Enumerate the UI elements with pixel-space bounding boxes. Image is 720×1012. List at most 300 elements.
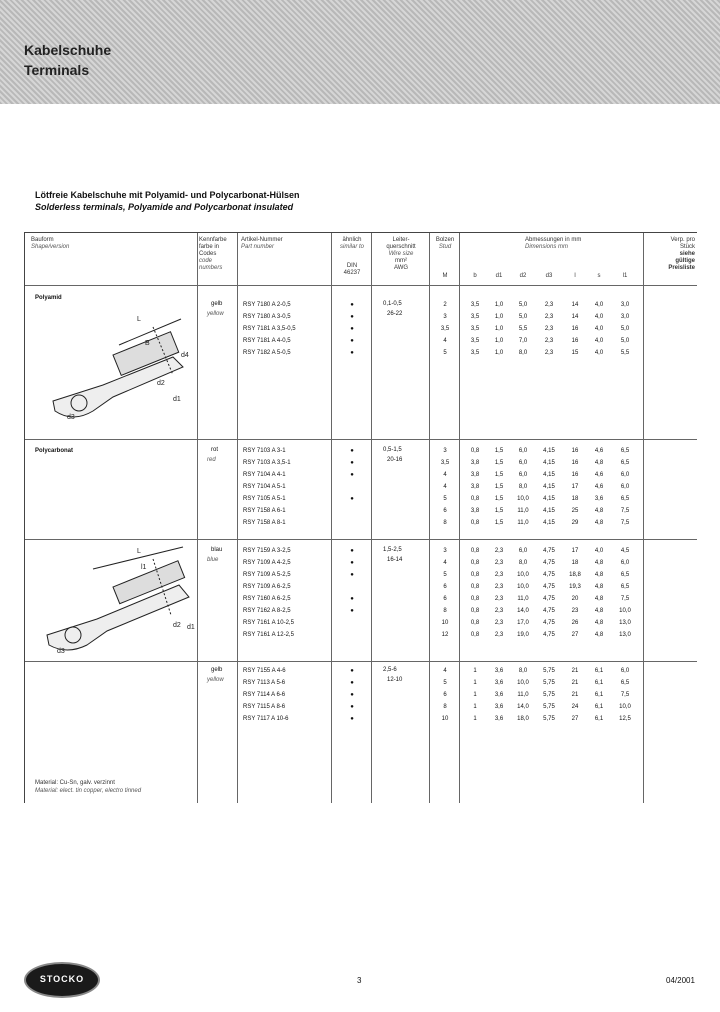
din-similar-mark: ● [350,496,354,502]
dimension-value: 19,3 [569,584,581,590]
dimension-value: 16 [571,338,579,344]
dimension-value: 7,5 [620,508,630,514]
stud-size: 6 [443,584,447,590]
part-number: RSY 7161 A 10-2,5 [243,620,294,626]
din-similar-mark: ● [350,472,354,478]
dimension-value: 4,0 [594,338,604,344]
dimension-value: 11,0 [517,596,529,602]
dimension-value: 4,0 [594,350,604,356]
color-code-en: red [207,457,216,463]
part-number: RSY 7160 A 6-2,5 [243,596,291,602]
dimension-value: 3,6 [494,716,504,722]
table-row [25,493,697,505]
stud-size: 4 [443,472,447,478]
dimension-value: 29 [571,520,579,526]
part-number: RSY 7104 A 5-1 [243,484,286,490]
stocko-logo: STOCKO [24,962,100,998]
dimension-value: 4,15 [543,508,555,514]
svg-text:d2: d2 [173,622,181,629]
dimension-value: 11,0 [517,508,529,514]
svg-text:B: B [145,340,150,347]
svg-text:L: L [137,316,141,323]
col-head-part: Artikel-Nummer Part number [241,237,283,250]
dimension-value: 2,3 [494,632,504,638]
dim-col-head: l [574,273,576,279]
color-code-de: blau [211,547,223,553]
table-row [25,311,697,323]
dimension-value: 0,8 [470,620,480,626]
page-title-de: Lötfreie Kabelschuhe mit Polyamid- und Polycarbonat-Hülsen [35,190,300,200]
part-number: RSY 7109 A 5-2,5 [243,572,291,578]
color-code-de: gelb [211,301,223,307]
dimension-value: 14,0 [517,608,529,614]
cross-section-mm2: 0,1-0,5 [383,301,402,307]
dimension-value: 1 [473,716,477,722]
dimension-value: 1,0 [494,326,504,332]
dimension-value: 2,3 [494,548,504,554]
section-divider [25,439,697,440]
table-row [25,581,697,593]
dimension-value: 4,15 [543,460,555,466]
color-code-de: gelb [211,667,223,673]
cross-section-mm2: 1,5-2,5 [383,547,402,553]
dimension-value: 4,8 [594,560,604,566]
dimension-value: 4,8 [594,584,604,590]
dimension-value: 0,8 [470,596,480,602]
material-note-de: Material: Cu-Sn, galv. verzinnt [35,780,115,786]
dimension-value: 5,5 [518,326,528,332]
dimension-value: 16 [571,472,579,478]
dim-col-head: s [597,273,601,279]
dimension-value: 2,3 [544,338,554,344]
dimension-value: 6,0 [518,548,528,554]
dim-col-head: b [473,273,477,279]
table-row [25,335,697,347]
part-number: RSY 7109 A 6-2,5 [243,584,291,590]
dimension-value: 19,0 [517,632,529,638]
dimension-value: 1,0 [494,338,504,344]
dimension-value: 4,8 [594,572,604,578]
col-head-stud: Bolzen Stud M [435,237,455,279]
dimension-value: 17 [571,548,579,554]
part-number: RSY 7114 A 6-6 [243,692,286,698]
col-head-dimensions: Abmessungen in mm Dimensions mm [525,237,582,250]
page-title-en: Solderless terminals, Polyamide and Polycarbonat insulated [35,202,294,212]
dimension-value: 7,5 [620,692,630,698]
dimension-value: 3,5 [470,326,480,332]
cross-section-awg: 12-10 [387,677,403,683]
col-head-din: ähnlich similar to DIN 46237 [339,237,364,276]
dimension-value: 2,3 [544,302,554,308]
dimension-value: 1,0 [494,302,504,308]
table-row [25,569,697,581]
table-row [25,593,697,605]
dimension-value: 6,5 [620,584,630,590]
dimension-value: 10,0 [619,608,631,614]
stud-size: 3,5 [440,326,450,332]
dimension-value: 5,0 [518,302,528,308]
din-similar-mark: ● [350,716,354,722]
dimension-value: 3,6 [494,668,504,674]
dimension-value: 16 [571,460,579,466]
dimension-value: 4,75 [543,548,555,554]
dimension-value: 6,0 [518,460,528,466]
dimension-value: 4,8 [594,460,604,466]
dimension-value: 4,0 [594,548,604,554]
dimension-value: 5,75 [543,680,555,686]
color-code-en: yellow [207,311,224,317]
cross-section-awg: 26-22 [387,311,403,317]
dimension-value: 0,8 [470,448,480,454]
dimension-value: 0,8 [470,560,480,566]
header-divider [25,285,697,286]
din-similar-mark: ● [350,704,354,710]
dimension-value: 4,0 [594,314,604,320]
dimension-value: 4,75 [543,608,555,614]
dimension-value: 3,5 [470,338,480,344]
dimension-value: 2,3 [494,608,504,614]
part-number: RSY 7158 A 6-1 [243,508,286,514]
dimension-value: 11,0 [517,520,529,526]
dimension-value: 0,8 [470,548,480,554]
dimension-value: 4,15 [543,448,555,454]
din-similar-mark: ● [350,350,354,356]
dimension-value: 1 [473,680,477,686]
stud-size: 3 [443,314,447,320]
dimension-value: 27 [571,632,579,638]
din-similar-mark: ● [350,680,354,686]
dimension-value: 4,15 [543,496,555,502]
dimension-value: 18,8 [569,572,581,578]
part-number: RSY 7180 A 3-0,5 [243,314,291,320]
dimension-value: 6,1 [594,668,604,674]
table-row [25,605,697,617]
dimension-value: 3,0 [620,314,630,320]
dimension-value: 4,0 [594,326,604,332]
stud-size: 10 [441,620,449,626]
dimension-value: 0,8 [470,572,480,578]
table-row [25,689,697,701]
table-row [25,469,697,481]
dimension-value: 3,8 [470,508,480,514]
dimension-value: 4,8 [594,520,604,526]
table-row [25,701,697,713]
svg-text:d2: d2 [157,380,165,387]
dimension-value: 10,0 [517,584,529,590]
dimension-value: 13,0 [619,620,631,626]
dimension-value: 6,0 [620,484,630,490]
table-row [25,457,697,469]
table-row [25,445,697,457]
col-head-cross-section: Leiter- querschnitt Wire size mm² AWG [386,237,416,271]
group-divider [25,661,697,662]
svg-text:d1: d1 [187,624,195,631]
dimension-value: 1 [473,692,477,698]
dimension-value: 18,0 [517,716,529,722]
dimension-value: 3,5 [470,350,480,356]
part-number: RSY 7103 A 3-1 [243,448,286,454]
din-similar-mark: ● [350,326,354,332]
dimension-value: 0,8 [470,520,480,526]
din-similar-mark: ● [350,460,354,466]
table-row [25,545,697,557]
dimension-value: 13,0 [619,632,631,638]
dimension-value: 7,5 [620,520,630,526]
stud-size: 3,5 [440,460,450,466]
dimension-value: 6,5 [620,496,630,502]
part-number: RSY 7115 A 8-6 [243,704,286,710]
dimension-value: 1,5 [494,508,504,514]
dimension-value: 4,0 [594,302,604,308]
dimension-value: 4,8 [594,608,604,614]
dimension-value: 3,5 [470,302,480,308]
stud-size: 6 [443,596,447,602]
dimension-value: 3,8 [470,460,480,466]
dimension-value: 0,8 [470,608,480,614]
dimension-value: 3,5 [470,314,480,320]
din-similar-mark: ● [350,302,354,308]
dimension-value: 5,5 [620,350,630,356]
material-note-en: Material: elect. tin copper, electro tinned [35,788,142,794]
dimension-value: 4,75 [543,632,555,638]
din-similar-mark: ● [350,668,354,674]
dimension-value: 3,8 [470,484,480,490]
stud-size: 2 [443,302,447,308]
part-number: RSY 7180 A 2-0,5 [243,302,291,308]
dim-col-head: d3 [545,273,553,279]
color-code-en: yellow [207,677,224,683]
part-number: RSY 7113 A 5-6 [243,680,286,686]
dim-col-head: d1 [495,273,503,279]
dimension-value: 6,1 [594,680,604,686]
header-band [0,0,720,104]
dimension-value: 6,1 [594,692,604,698]
dimension-value: 4,75 [543,584,555,590]
table-row [25,505,697,517]
dimension-value: 20 [571,596,579,602]
table-row [25,677,697,689]
dimension-value: 8,0 [518,350,528,356]
svg-text:d1: d1 [173,396,181,403]
part-number: RSY 7105 A 5-1 [243,496,286,502]
dim-col-head: d2 [519,273,527,279]
din-similar-mark: ● [350,314,354,320]
table-row [25,517,697,529]
svg-text:d3: d3 [57,648,65,655]
table-row [25,557,697,569]
stud-size: 4 [443,668,447,674]
part-number: RSY 7161 A 12-2,5 [243,632,294,638]
dimension-value: 8,0 [518,484,528,490]
dimension-value: 4,15 [543,520,555,526]
dimension-value: 6,0 [620,560,630,566]
dimension-value: 16 [571,448,579,454]
dimension-value: 24 [571,704,579,710]
dimension-value: 6,5 [620,572,630,578]
dimension-value: 23 [571,608,579,614]
stud-size: 4 [443,338,447,344]
table-row [25,323,697,335]
dimension-value: 2,3 [544,326,554,332]
stud-size: 4 [443,484,447,490]
svg-text:L: L [137,548,141,555]
dimension-value: 4,8 [594,508,604,514]
table-row [25,617,697,629]
dimension-value: 3,6 [494,704,504,710]
header-title-en: Terminals [24,62,90,78]
dimension-value: 21 [571,692,579,698]
part-number: RSY 7181 A 4-0,5 [243,338,291,344]
din-similar-mark: ● [350,692,354,698]
terminal-table [24,232,697,803]
stud-size: 6 [443,508,447,514]
dimension-value: 5,75 [543,668,555,674]
dimension-value: 0,8 [470,584,480,590]
dimension-value: 21 [571,668,579,674]
dim-col-head: l1 [622,273,628,279]
section-label-polyamid: Polyamid [35,295,62,301]
part-number: RSY 7181 A 3,5-0,5 [243,326,296,332]
din-similar-mark: ● [350,548,354,554]
part-number: RSY 7158 A 8-1 [243,520,286,526]
dimension-value: 2,3 [494,572,504,578]
dimension-value: 1,5 [494,448,504,454]
dimension-value: 0,8 [470,632,480,638]
stud-size: 8 [443,704,447,710]
table-row [25,665,697,677]
color-code-en: blue [207,557,219,563]
dimension-value: 4,8 [594,620,604,626]
dimension-value: 2,3 [494,560,504,566]
dimension-value: 5,0 [620,326,630,332]
dimension-value: 8,0 [518,560,528,566]
col-head-color: Kennfarbe farbe in Codes code numbers [199,237,227,271]
dimension-value: 3,6 [594,496,604,502]
dimension-value: 14 [571,314,579,320]
dimension-value: 4,75 [543,560,555,566]
cross-section-mm2: 0,5-1,5 [383,447,402,453]
dimension-value: 17,0 [517,620,529,626]
table-row [25,347,697,359]
dimension-value: 1,0 [494,314,504,320]
stud-size: 5 [443,496,447,502]
dimension-value: 17 [571,484,579,490]
dimension-value: 4,8 [594,632,604,638]
dimension-value: 4,75 [543,596,555,602]
stud-size: 3 [443,548,447,554]
dimension-value: 1,0 [494,350,504,356]
col-head-pack: Verp. pro Stück siehe gültige Preisliste [668,237,695,271]
dimension-value: 1,5 [494,520,504,526]
part-number: RSY 7182 A 5-0,5 [243,350,291,356]
dimension-value: 14,0 [517,704,529,710]
stud-size: 8 [443,608,447,614]
dimension-value: 6,1 [594,716,604,722]
dimension-value: 6,5 [620,460,630,466]
dimension-value: 6,1 [594,704,604,710]
dimension-value: 1,5 [494,460,504,466]
part-number: RSY 7109 A 4-2,5 [243,560,291,566]
dimension-value: 4,75 [543,572,555,578]
svg-text:d3: d3 [67,414,75,421]
dimension-value: 6,5 [620,680,630,686]
dimension-value: 3,6 [494,692,504,698]
dimension-value: 2,3 [494,620,504,626]
dimension-value: 11,0 [517,692,529,698]
dimension-value: 10,0 [517,496,529,502]
cross-section-awg: 20-16 [387,457,403,463]
dimension-value: 4,5 [620,548,630,554]
part-number: RSY 7159 A 3-2,5 [243,548,291,554]
section-label-polycarbonat: Polycarbonat [35,448,74,454]
color-code-de: rot [211,447,219,453]
stud-size: 12 [441,632,449,638]
din-similar-mark: ● [350,572,354,578]
dimension-value: 1,5 [494,484,504,490]
stud-size: 8 [443,520,447,526]
din-similar-mark: ● [350,596,354,602]
dimension-value: 26 [571,620,579,626]
dimension-value: 6,5 [620,448,630,454]
dimension-value: 5,0 [518,314,528,320]
svg-text:d4: d4 [181,352,189,359]
svg-text:l1: l1 [141,564,147,571]
dimension-value: 18 [571,496,579,502]
page-date: 04/2001 [666,976,695,985]
part-number: RSY 7117 A 10-6 [243,716,289,722]
part-number: RSY 7155 A 4-6 [243,668,286,674]
dimension-value: 10,0 [517,680,529,686]
dimension-value: 2,3 [494,584,504,590]
dimension-value: 10,0 [517,572,529,578]
part-number: RSY 7162 A 8-2,5 [243,608,291,614]
dimension-value: 5,75 [543,692,555,698]
dimension-value: 10,0 [619,704,631,710]
dimension-value: 6,0 [518,472,528,478]
dimension-value: 7,5 [620,596,630,602]
dimension-value: 15 [571,350,579,356]
dimension-value: 25 [571,508,579,514]
stud-size: 4 [443,560,447,566]
dimension-value: 6,0 [620,472,630,478]
dimension-value: 3,8 [470,472,480,478]
stud-size: 5 [443,680,447,686]
dimension-value: 18 [571,560,579,566]
din-similar-mark: ● [350,338,354,344]
dimension-value: 7,0 [518,338,528,344]
dimension-value: 8,0 [518,668,528,674]
page-number: 3 [357,976,362,985]
table-row [25,629,697,641]
dimension-value: 0,8 [470,496,480,502]
dimension-value: 5,75 [543,704,555,710]
part-number: RSY 7104 A 4-1 [243,472,286,478]
dimension-value: 5,75 [543,716,555,722]
col-head-form: Bauform Shape/version [31,237,70,250]
dimension-value: 3,6 [494,680,504,686]
dimension-value: 4,6 [594,484,604,490]
din-similar-mark: ● [350,608,354,614]
dimension-value: 14 [571,302,579,308]
dimension-value: 5,0 [620,338,630,344]
dimension-value: 1,5 [494,496,504,502]
stud-size: 5 [443,350,447,356]
dimension-value: 4,6 [594,448,604,454]
cross-section-mm2: 2,5-6 [383,667,397,673]
dimension-value: 6,0 [518,448,528,454]
dimension-value: 21 [571,680,579,686]
dimension-value: 16 [571,326,579,332]
